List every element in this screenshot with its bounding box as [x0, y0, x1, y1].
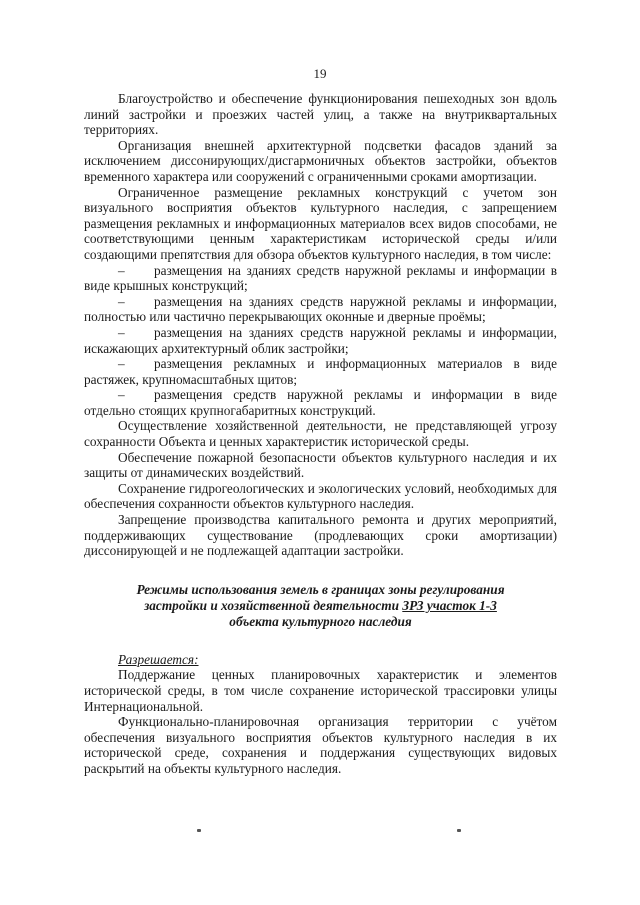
list-item-text: размещения на зданиях средств наружной рекламы и информации, искажающих архитектурный облик застройки; [84, 324, 557, 356]
permitted-label: Разрешается: [118, 651, 199, 667]
paragraph-facade-lighting: Организация внешней архитектурной подсветки фасадов зданий за исключением диссонирующих/дисгармоничных объектов застройки, объектов временного характера или сооружений с ограниченными сроками амортизации. [84, 137, 557, 184]
heading-line-2 [84, 598, 557, 614]
paragraph-fire-safety: Обеспечение пожарной безопасности объектов культурного наследия и их защиты от динамических воздействий. [84, 449, 557, 481]
list-item-text: размещения на зданиях средств наружной рекламы и информации в виде крышных конструкций; [84, 262, 557, 294]
list-item [84, 387, 557, 418]
dash-mark: – [118, 324, 125, 340]
list-item-text: размещения рекламных и информационных материалов в виде растяжек, крупномасштабных щитов; [84, 356, 557, 387]
list-item-text: размещения средств наружной рекламы и информации в виде отдельно стоящих крупногабаритных конструкций. [84, 387, 557, 418]
dash-mark: – [118, 262, 125, 278]
dash-mark: – [118, 293, 125, 309]
scan-speck-right [457, 829, 461, 832]
heading-line-3: объекта культурного наследия [229, 613, 412, 629]
scan-speck-left [197, 829, 201, 832]
paragraph-pedestrian-zones: Благоустройство и обеспечение функционирования пешеходных зон вдоль линий застройки и проезжих частей улиц, а также на внутриквартальных территориях. [84, 91, 557, 138]
list-item [84, 294, 557, 325]
paragraph-planning-characteristics: Поддержание ценных планировочных характеристик и элементов исторической среды, в том числе сохранение исторической трассировки улицы Интернациональной. [84, 667, 557, 714]
list-item [84, 325, 557, 356]
paragraph-hydrogeology: Сохранение гидрогеологических и экологических условий, необходимых для обеспечения сохранности объектов культурного наследия. [84, 480, 557, 512]
zone-code: ЗРЗ участок 1-3 [402, 597, 497, 613]
paragraph-advertising: Ограниченное размещение рекламных конструкций с учетом зон визуального восприятия объектов культурного наследия, с запрещением размещения рекламных и информационных материалов всех видов способами, не соответствующими ценным характеристикам исторической среды и/или создающими препятствия для обзора объектов культурного наследия, в том числе: [84, 184, 557, 262]
heading-line-1: Режимы использования земель в границах зоны регулирования [136, 581, 505, 597]
dash-mark: – [118, 356, 125, 372]
paragraph-repair-ban: Запрещение производства капитального ремонта и других мероприятий, поддерживающих существование (продлевающих сроки амортизации) диссонирующей и не подлежащей адаптации застройки. [84, 512, 557, 559]
list-item [84, 356, 557, 387]
page-number: 19 [313, 66, 327, 81]
section-heading [84, 582, 557, 630]
paragraph-economic-activity: Осуществление хозяйственной деятельности, не представляющей угрозу сохранности Объекта и ценных характеристик исторической среды. [84, 418, 557, 450]
dash-mark: – [118, 387, 125, 403]
heading-line-2-prefix: застройки и хозяйственной деятельности [144, 597, 403, 613]
document-body [84, 91, 557, 777]
list-item [84, 263, 557, 294]
paragraph-functional-planning: Функционально-планировочная организация территории с учётом обеспечения визуального восприятия объектов культурного наследия в их исторической среде, сохранения и поддержания существующих видовых раскрытий на объекты культурного наследия. [84, 714, 557, 776]
list-item-text: размещения на зданиях средств наружной рекламы и информации, полностью или частично перекрывающих оконные и дверные проёмы; [84, 293, 557, 325]
